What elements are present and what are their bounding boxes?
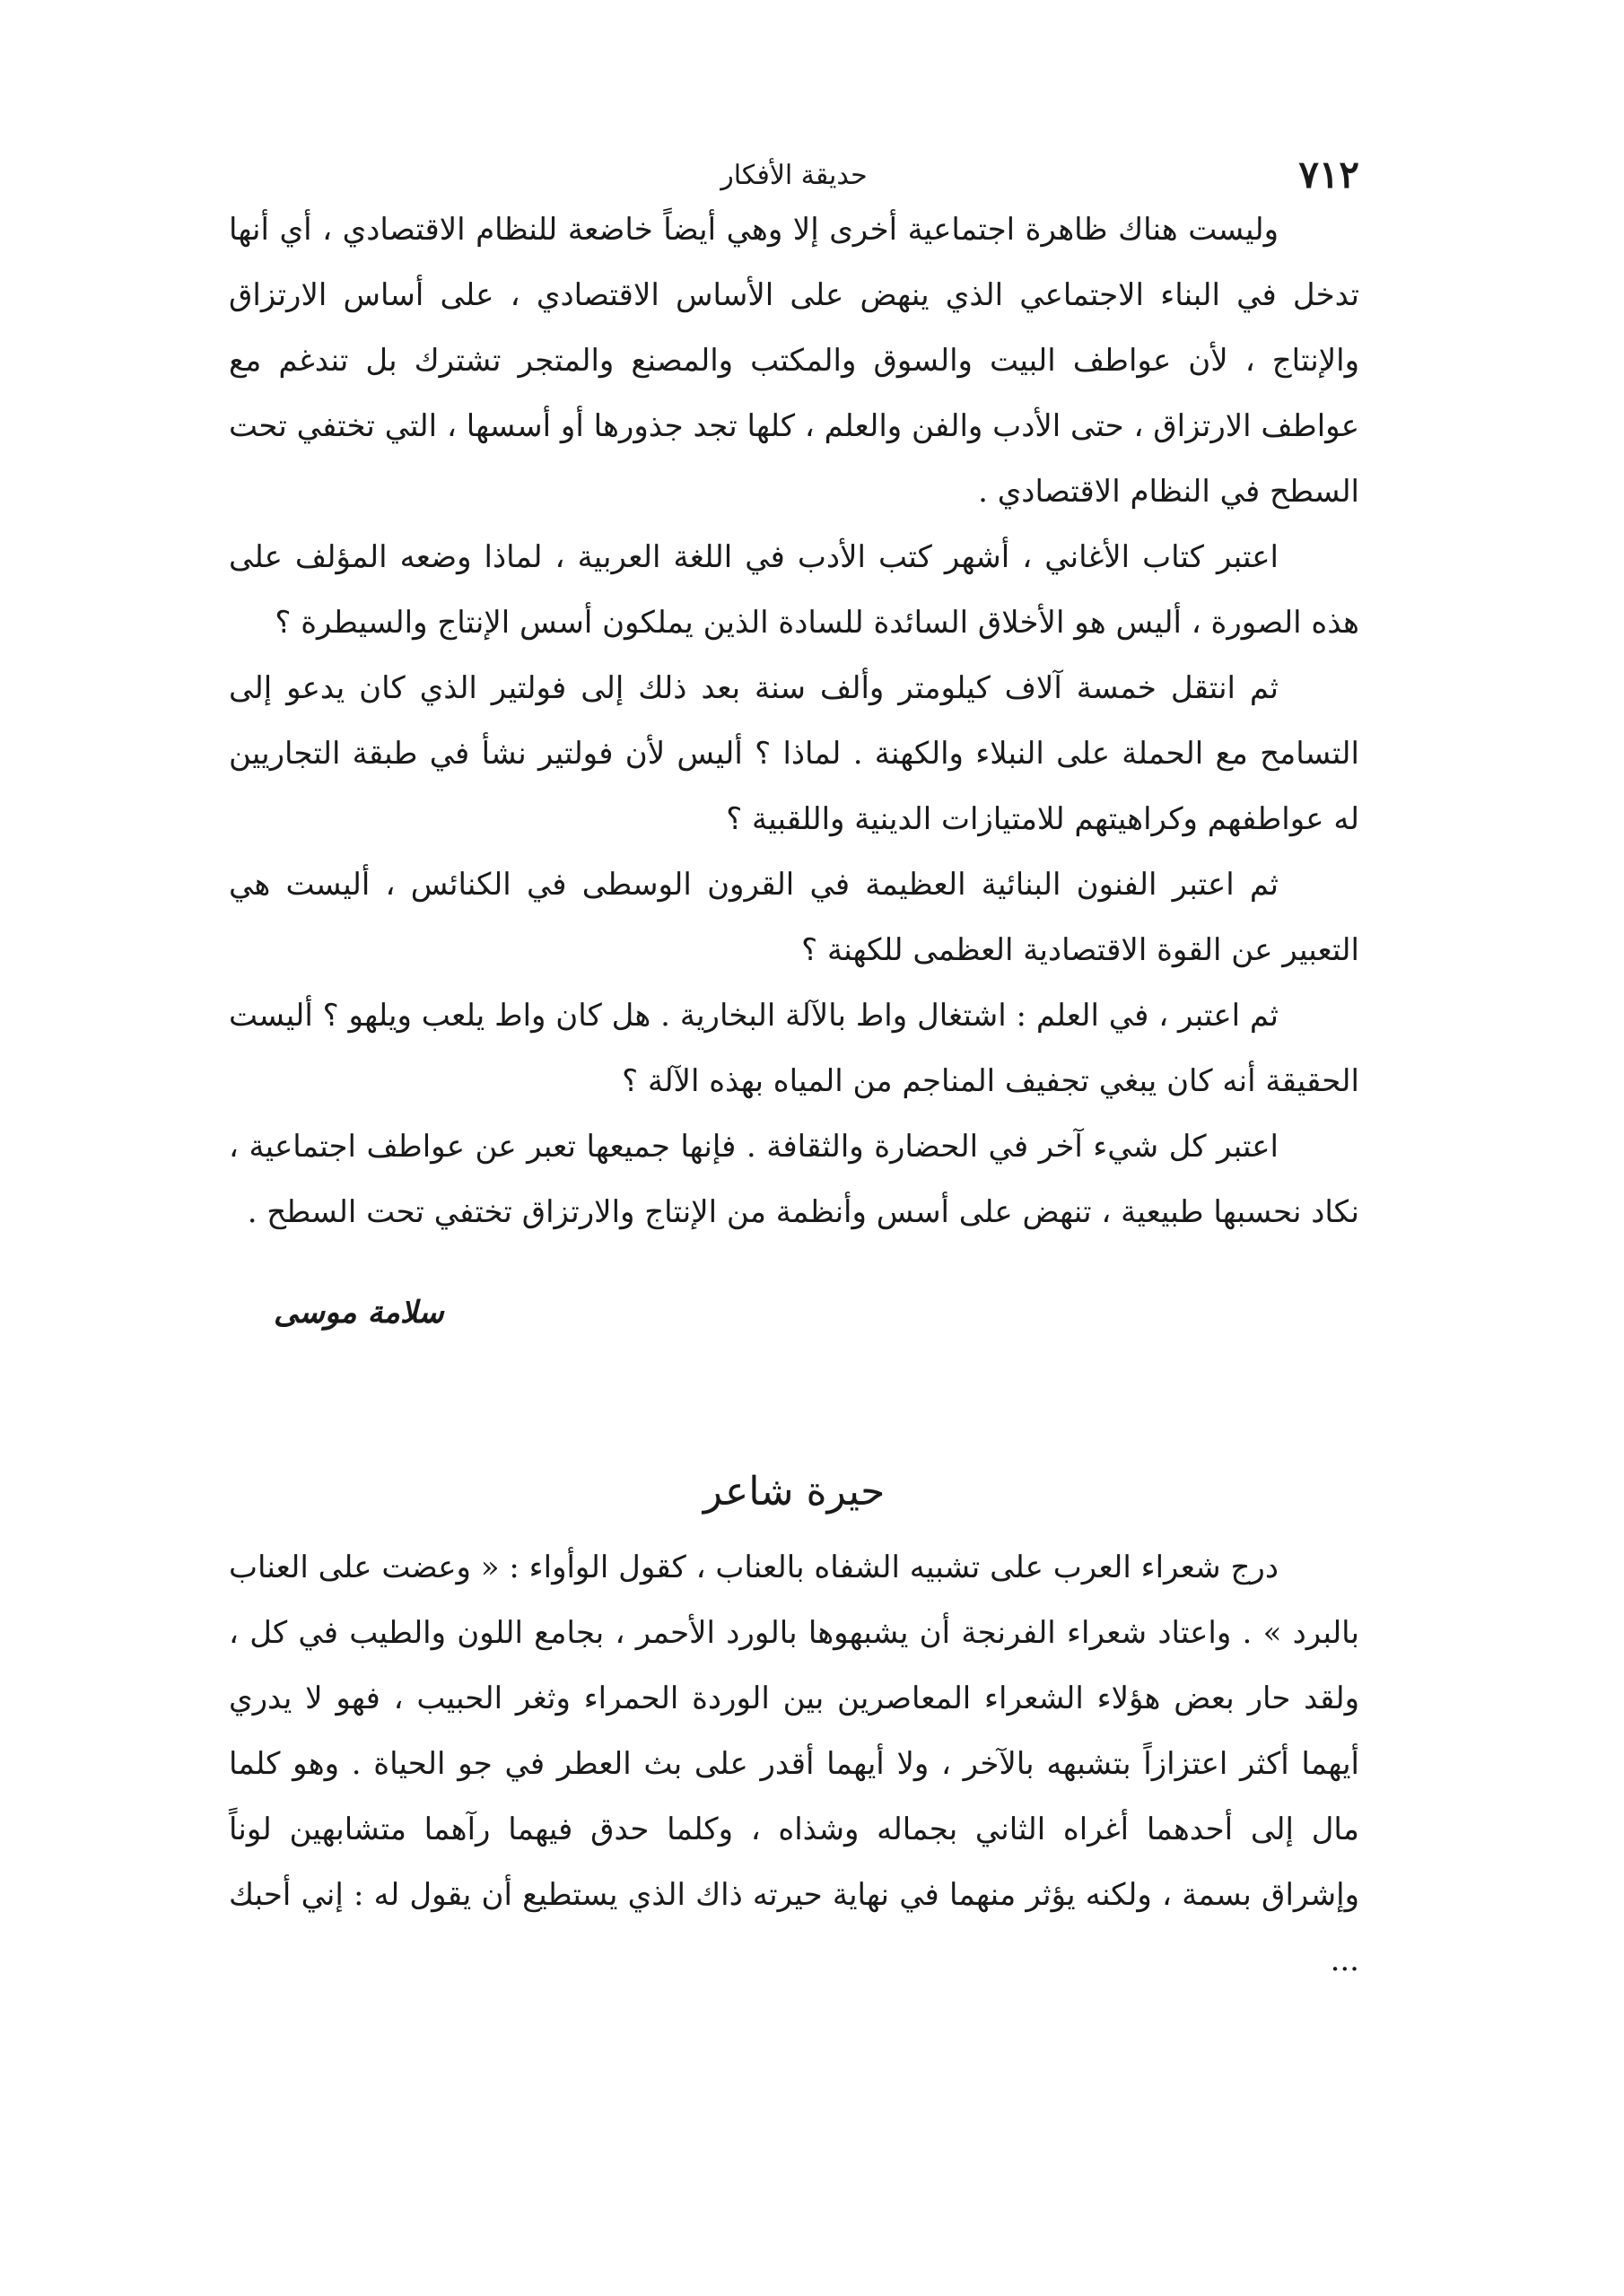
paragraph: ثم اعتبر ، في العلم : اشتغال واط بالآلة البخارية . هل كان واط يلعب ويلهو ؟ أليست الحقيقة أنه كان يبغي تجفيف المناجم من المياه بهذه الآلة ؟ — [229, 998, 1359, 1099]
book-page — [229, 135, 1359, 2198]
page-number: ٧١٢ — [1298, 153, 1359, 196]
paragraph: ثم انتقل خمسة آلاف كيلومتر وألف سنة بعد ذلك إلى فولتير الذي كان يدعو إلى التسامح مع الحملة على النبلاء والكهنة . لماذا ؟ أليس لأن فولتير نشأ في طبقة التجاريين له عواطفهم وكراهيتهم للامتيازات الدينية واللقبية ؟ — [229, 670, 1359, 837]
paragraph: وليست هناك ظاهرة اجتماعية أخرى إلا وهي أيضاً خاضعة للنظام الاقتصادي ، أي أنها تدخل في البناء الاجتماعي الذي ينهض على الأساس الاقتصادي ، على أساس الارتزاق والإنتاج ، لأن عواطف البيت والسوق والمكتب والمصنع والمتجر تشترك بل تندغم مع عواطف الارتزاق ، حتى الأدب والفن والعلم ، كلها تجد جذورها أو أسسها ، التي تختفي تحت السطح في النظام الاقتصادي . — [229, 212, 1359, 510]
author-signature: سلامة موسى — [274, 1295, 444, 1331]
article-1-body — [229, 197, 1359, 1245]
section-title: حيرة شاعر — [703, 1469, 886, 1515]
paragraph: اعتبر كل شيء آخر في الحضارة والثقافة . فإنها جميعها تعبر عن عواطف اجتماعية ، نكاد نحسبها طبيعية ، تنهض على أسس وأنظمة من الإنتاج والارتزاق تختفي تحت السطح . — [229, 1129, 1359, 1230]
paragraph: اعتبر كتاب الأغاني ، أشهر كتب الأدب في اللغة العربية ، لماذا وضعه المؤلف على هذه الصورة ، أليس هو الأخلاق السائدة للسادة الذين يملكون أسس الإنتاج والسيطرة ؟ — [229, 539, 1359, 641]
paragraph: ثم اعتبر الفنون البنائية العظيمة في القرون الوسطى في الكنائس ، أليست هي التعبير عن القوة الاقتصادية العظمى للكهنة ؟ — [229, 867, 1359, 968]
paragraph: درج شعراء العرب على تشبيه الشفاه بالعناب ، كقول الوأواء : « وعضت على العناب بالبرد » . واعتاد شعراء الفرنجة أن يشبهوها بالورد الأحمر ، بجامع اللون والطيب في كل ، ولقد حار بعض هؤلاء الشعراء المعاصرين بين الوردة الحمراء وثغر الحبيب ، فهو لا يدري أيهما أكثر اعتزازاً بتشبهه بالآخر ، ولا أيهما أقدر على بث العطر في جو الحياة . وهو كلما مال إلى أحدهما أغراه الثاني بجماله وشذاه ، وكلما حدق فيهما رآهما متشابهين لوناً وإشراق بسمة ، ولكنه يؤثر منهما في نهاية حيرته ذاك الذي يستطيع أن يقول له : إني أحبك ... — [229, 1550, 1360, 1978]
running-head — [229, 135, 1359, 197]
article-2-body — [229, 1535, 1359, 1994]
running-title: حديقة الأفكار — [720, 160, 868, 191]
